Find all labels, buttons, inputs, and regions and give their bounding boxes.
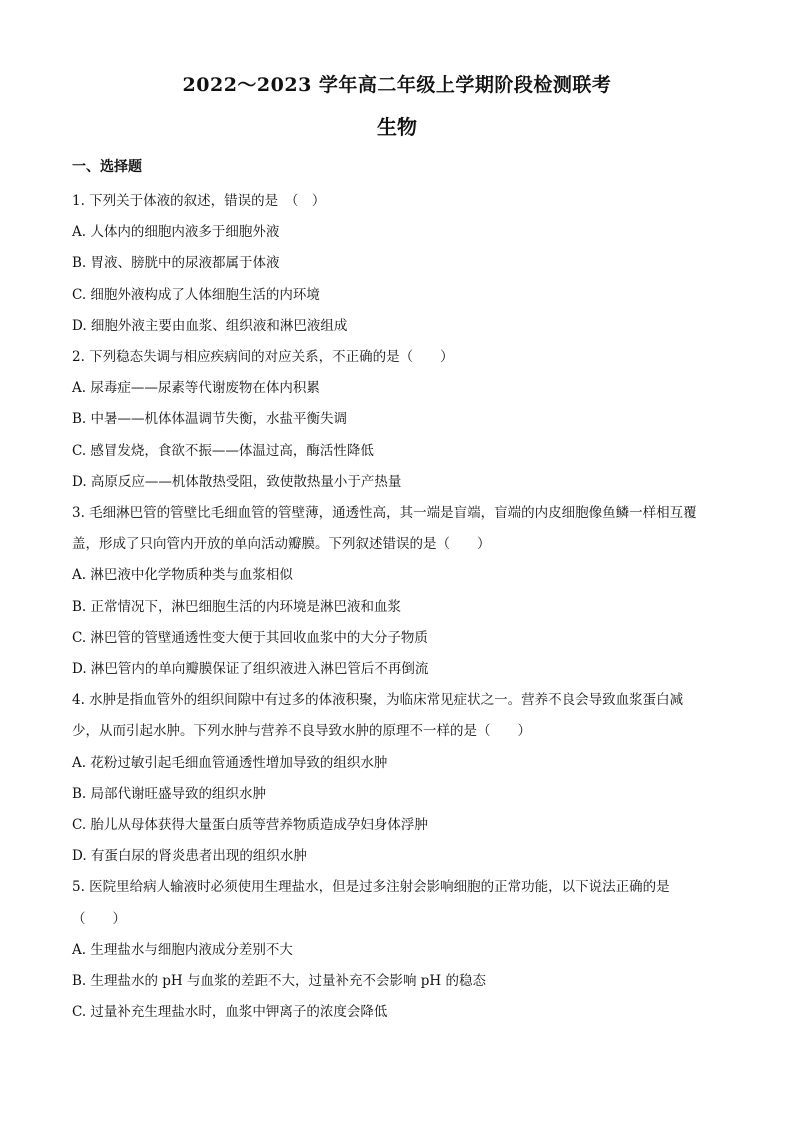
question-5 <box>72 872 722 1028</box>
option-b: B. 生理盐水的 pH 与血浆的差距不大，过量补充不会影响 pH 的稳态 <box>72 973 486 990</box>
question-stem-line-1: 5. 医院里给病人输液时必须使用生理盐水，但是过多注射会影响细胞的正常功能，以下说法正确的是 <box>72 879 670 896</box>
option-b: B. 正常情况下，淋巴细胞生活的内环境是淋巴液和血浆 <box>72 598 402 615</box>
option-b: B. 中暑——机体体温调节失衡，水盐平衡失调 <box>72 411 348 428</box>
option-a: A. 人体内的细胞内液多于细胞外液 <box>72 224 280 241</box>
option-b: B. 局部代谢旺盛导致的组织水肿 <box>72 785 267 802</box>
question-stem: 1. 下列关于体液的叙述，错误的是 （ ） <box>72 193 326 209</box>
option-a: A. 淋巴液中化学物质种类与血浆相似 <box>72 567 293 584</box>
question-1 <box>72 186 722 342</box>
option-a: A. 尿毒症——尿素等代谢废物在体内积累 <box>72 380 320 397</box>
option-b: B. 胃液、膀胱中的尿液都属于体液 <box>72 255 280 272</box>
option-c: C. 感冒发烧，食欲不振——体温过高，酶活性降低 <box>72 442 374 459</box>
option-d: D. 细胞外液主要由血浆、组织液和淋巴液组成 <box>72 317 348 334</box>
question-stem-line-1: 3. 毛细淋巴管的管壁比毛细血管的管壁薄，通透性高，其一端是盲端，盲端的内皮细胞像鱼鳞一样相互覆 <box>72 505 697 522</box>
subject-title: 生物 <box>377 115 417 139</box>
question-stem: 2. 下列稳态失调与相应疾病间的对应关系，不正确的是（ ） <box>72 349 454 366</box>
question-stem-line-2: （ ） <box>72 910 126 927</box>
question-stem-line-2: 少，从而引起水肿。下列水肿与营养不良导致水肿的原理不一样的是（ ） <box>72 723 531 740</box>
option-a: A. 花粉过敏引起毛细血管通透性增加导致的组织水肿 <box>72 754 388 771</box>
option-a: A. 生理盐水与细胞内液成分差别不大 <box>72 941 293 958</box>
section-heading: 一、选择题 <box>72 159 142 175</box>
question-3 <box>72 498 722 685</box>
option-c: C. 胎儿从母体获得大量蛋白质等营养物质造成孕妇身体浮肿 <box>72 817 428 834</box>
exam-title: 2022～2023 学年高二年级上学期阶段检测联考 <box>182 74 612 96</box>
question-4 <box>72 685 722 872</box>
option-c: C. 细胞外液构成了人体细胞生活的内环境 <box>72 286 320 303</box>
option-c: C. 淋巴管的管壁通透性变大便于其回收血浆中的大分子物质 <box>72 629 428 646</box>
question-stem-line-1: 4. 水肿是指血管外的组织间隙中有过多的体液积聚，为临床常见症状之一。营养不良会导致血浆蛋白减 <box>72 692 684 709</box>
option-c: C. 过量补充生理盐水时，血浆中钾离子的浓度会降低 <box>72 1004 388 1021</box>
option-d: D. 淋巴管内的单向瓣膜保证了组织液进入淋巴管后不再倒流 <box>72 661 429 678</box>
option-d: D. 高原反应——机体散热受阻，致使散热量小于产热量 <box>72 473 402 490</box>
question-stem-line-2: 盖，形成了只向管内开放的单向活动瓣膜。下列叙述错误的是（ ） <box>72 536 491 553</box>
question-2 <box>72 342 722 498</box>
option-d: D. 有蛋白尿的肾炎患者出现的组织水肿 <box>72 848 307 865</box>
